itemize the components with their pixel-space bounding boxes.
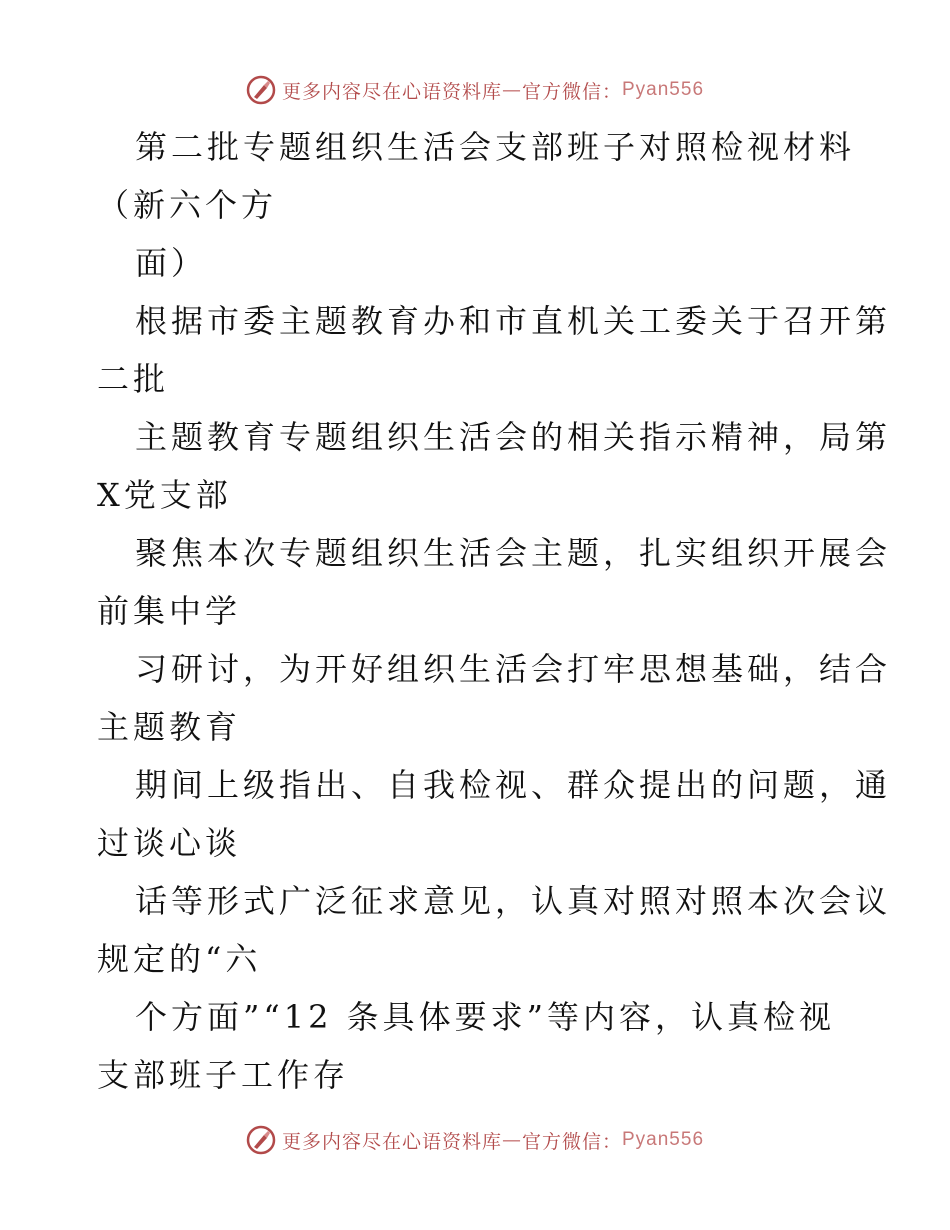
banner-wechat-label: 官方微信： [521,1130,622,1153]
banner-wechat-id: Pyan556 [622,1129,705,1150]
text-line: 话等形式广泛征求意见，认真对照对照本次会议 [135,882,892,920]
text-line: 过谈心谈 [97,824,242,862]
text-line: X党支部 [97,476,232,514]
pen-logo-icon [246,75,276,105]
banner-wechat-id: Pyan556 [622,79,705,100]
text-line: 聚焦本次专题组织生活会主题，扎实组织开展会 [135,534,892,572]
document-title: 第二批专题组织生活会支部班子对照检视材料 [135,128,856,166]
text-line: 个方面”“12 条具体要求”等内容，认真检视 [135,998,835,1036]
banner-text: 更多内容尽在心语资料库 [281,1130,502,1153]
banner-separator: — [501,1129,522,1151]
text-line: 面） [135,244,208,282]
text-line: 期间上级指出、自我检视、群众提出的问题，通 [135,766,892,804]
text-line: 前集中学 [97,592,242,630]
text-line: （新六个方 [97,186,278,224]
text-line: 根据市委主题教育办和市直机关工委关于召开第 [135,302,892,340]
banner-text: 更多内容尽在心语资料库 [281,80,502,103]
document-body [97,118,892,1104]
banner-separator: — [501,79,522,101]
header-banner [0,70,950,110]
text-line: 习研讨，为开好组织生活会打牢思想基础，结合 [135,650,892,688]
text-line: 二批 [97,360,170,398]
footer-banner [0,1120,950,1160]
text-line: 支部班子工作存 [97,1056,350,1094]
text-line: 主题教育专题组织生活会的相关指示精神，局第 [135,418,892,456]
pen-logo-icon [246,1125,276,1155]
text-line: 规定的“六 [97,940,262,978]
banner-wechat-label: 官方微信： [521,80,622,103]
text-line: 主题教育 [97,708,242,746]
